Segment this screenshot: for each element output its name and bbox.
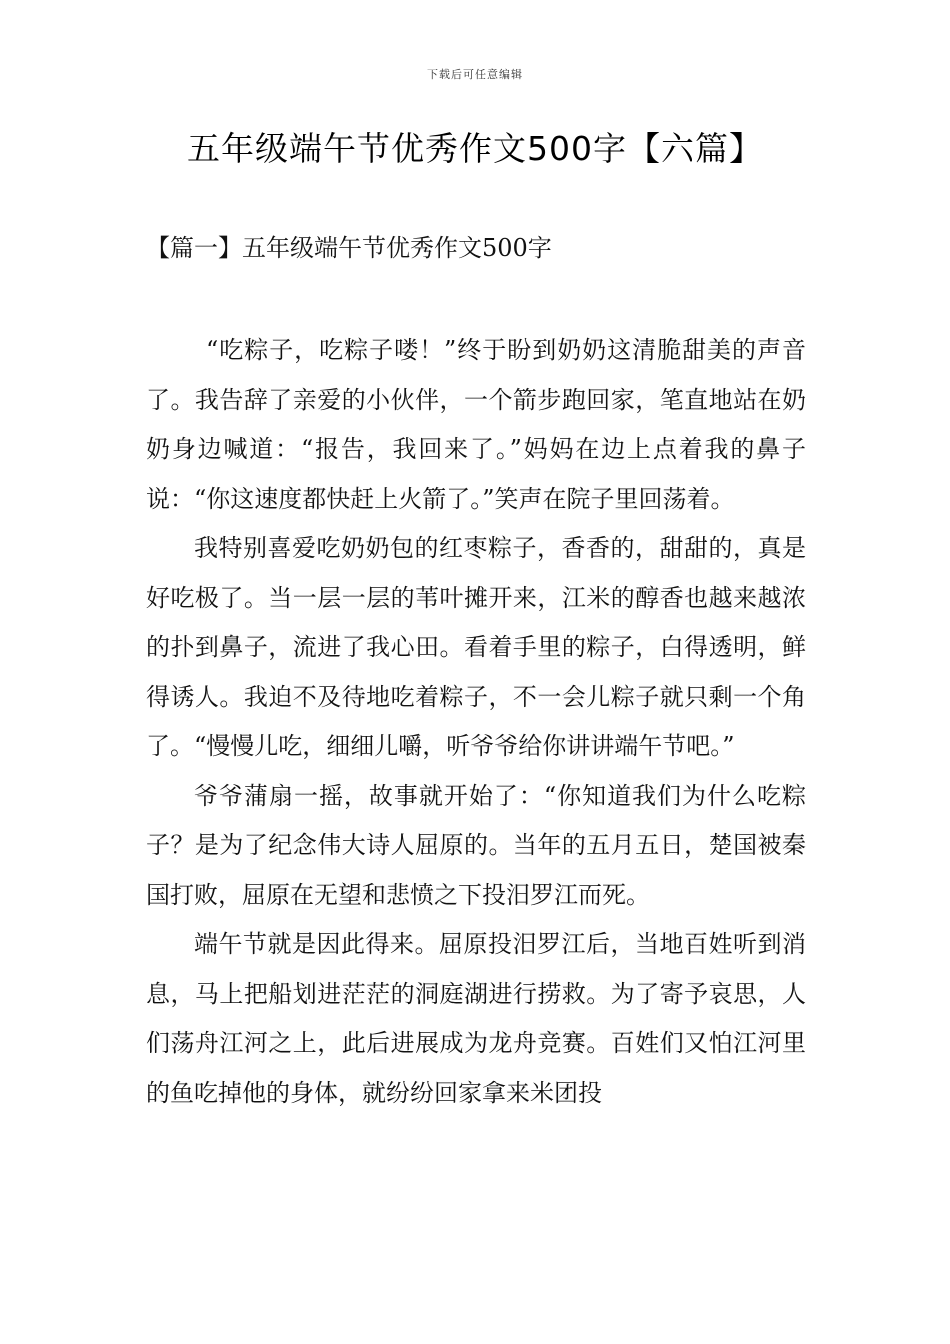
paragraph: 端午节就是因此得来。屈原投汨罗江后，当地百姓听到消息，马上把船划进茫茫的洞庭湖进行捞救。为了寄予哀思，人们荡舟江河之上，此后进展成为龙舟竞赛。百姓们又怕江河里的鱼吃掉他的身体，就纷纷回家拿来米团投 — [146, 930, 806, 1107]
section-heading: 【篇一】五年级端午节优秀作文500字 — [146, 234, 552, 262]
paragraph: “吃粽子，吃粽子喽！”终于盼到奶奶这清脆甜美的声音了。我告辞了亲爱的小伙伴，一个箭步跑回家，笔直地站在奶奶身边喊道：“报告，我回来了。”妈妈在边上点着我的鼻子说：“你这速度都快赶上火箭了。”笑声在院子里回荡着。 — [146, 336, 806, 513]
paragraph: 爷爷蒲扇一摇，故事就开始了：“你知道我们为什么吃粽子？是为了纪念伟大诗人屈原的。当年的五月五日，楚国被秦国打败，屈原在无望和悲愤之下投汨罗江而死。 — [146, 781, 806, 909]
header-note: 下载后可任意编辑 — [427, 68, 523, 81]
paragraph: 我特别喜爱吃奶奶包的红枣粽子，香香的，甜甜的，真是好吃极了。当一层一层的苇叶摊开来，江米的醇香也越来越浓的扑到鼻子，流进了我心田。看着手里的粽子，白得透明，鲜得诱人。我迫不及待地吃着粽子，不一会儿粽子就只剩一个角了。“慢慢儿吃，细细儿嚼，听爷爷给你讲讲端午节吧。” — [146, 534, 806, 760]
document-title: 五年级端午节优秀作文500字【六篇】 — [187, 129, 763, 168]
essay-body — [146, 326, 806, 1118]
